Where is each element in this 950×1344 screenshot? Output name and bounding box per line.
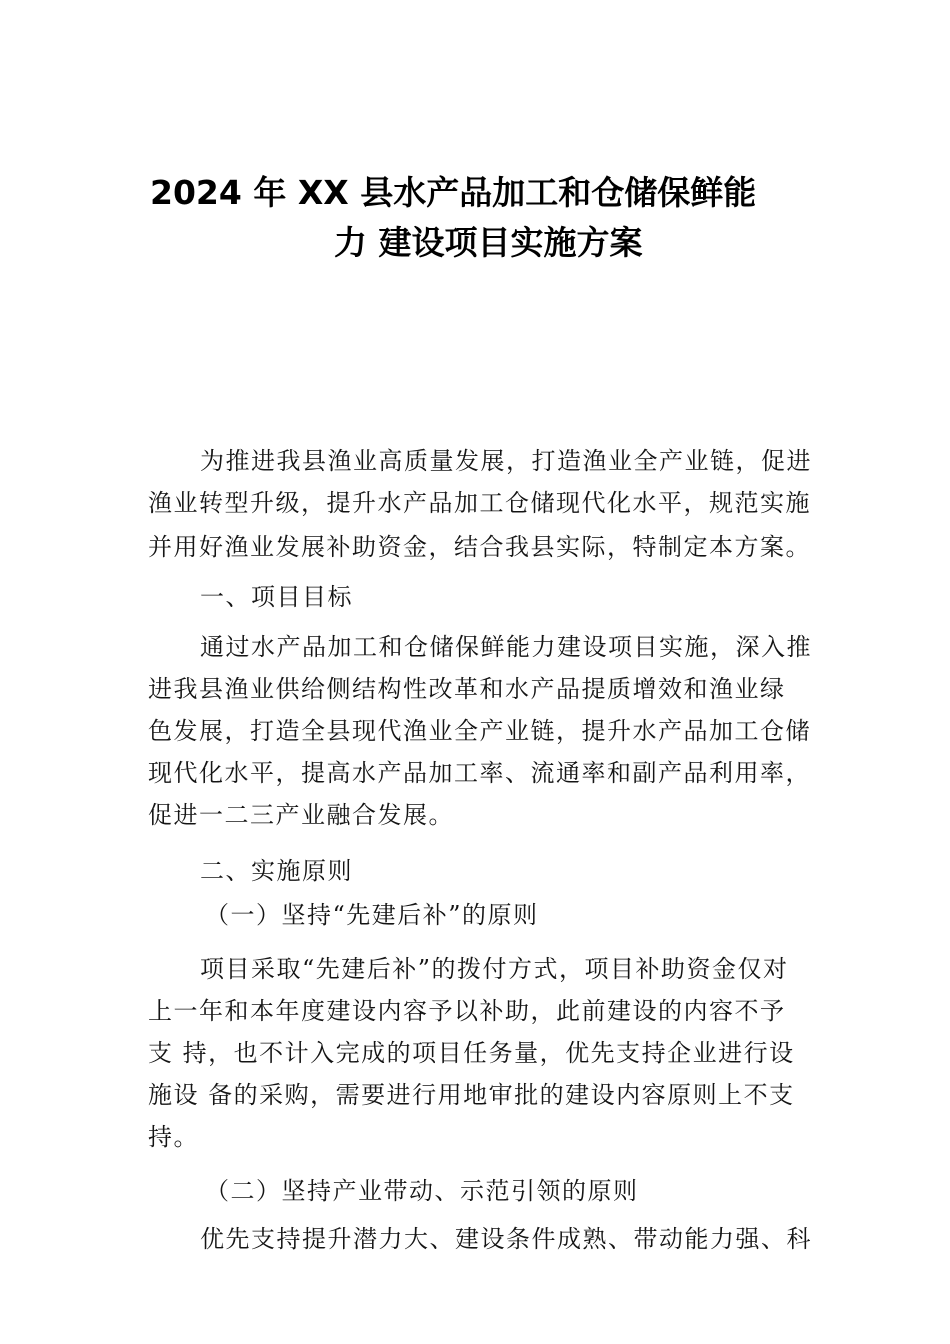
paragraph-principle-1-line-2: 上一年和本年度建设内容予以补助，此前建设的内容不予: [148, 997, 786, 1025]
paragraph-goals-line-5: 促进一二三产业融合发展。: [148, 801, 454, 829]
paragraph-principle-2-line-1: 优先支持提升潜力大、建设条件成熟、带动能力强、科: [200, 1225, 812, 1253]
section-heading-goals: 一、项目目标: [200, 583, 353, 611]
paragraph-intro-line-1: 为推进我县渔业高质量发展，打造渔业全产业链，促进: [200, 447, 812, 475]
paragraph-intro-line-2: 渔业转型升级，提升水产品加工仓储现代化水平，规范实施: [148, 489, 811, 517]
paragraph-intro-line-3: 并用好渔业发展补助资金，结合我县实际，特制定本方案。: [148, 533, 811, 561]
paragraph-goals-line-1: 通过水产品加工和仓储保鲜能力建设项目实施，深入推: [200, 633, 812, 661]
paragraph-goals-line-3: 色发展，打造全县现代渔业全产业链，提升水产品加工仓储: [148, 717, 811, 745]
paragraph-principle-1-line-3: 支 持，也不计入完成的项目任务量，优先支持企业进行设: [148, 1039, 795, 1067]
paragraph-goals-line-2: 进我县渔业供给侧结构性改革和水产品提质增效和渔业绿: [148, 675, 786, 703]
paragraph-principle-1-line-5: 持。: [148, 1123, 199, 1151]
section-heading-principles: 二、实施原则: [200, 857, 353, 885]
document-title-line-2: 力 建设项目实施方案: [334, 223, 643, 262]
document-title-line-1: 2024 年 XX 县水产品加工和仓储保鲜能: [150, 173, 757, 212]
subheading-principle-1: （一）坚持“先建后补”的原则: [205, 901, 539, 929]
paragraph-principle-1-line-4: 施设 备的采购，需要进行用地审批的建设内容原则上不支: [148, 1081, 795, 1109]
subheading-principle-2: （二）坚持产业带动、示范引领的原则: [205, 1177, 639, 1205]
paragraph-goals-line-4: 现代化水平，提高水产品加工率、流通率和副产品利用率，: [148, 759, 811, 787]
paragraph-principle-1-line-1: 项目采取“先建后补”的拨付方式，项目补助资金仅对: [200, 955, 789, 983]
